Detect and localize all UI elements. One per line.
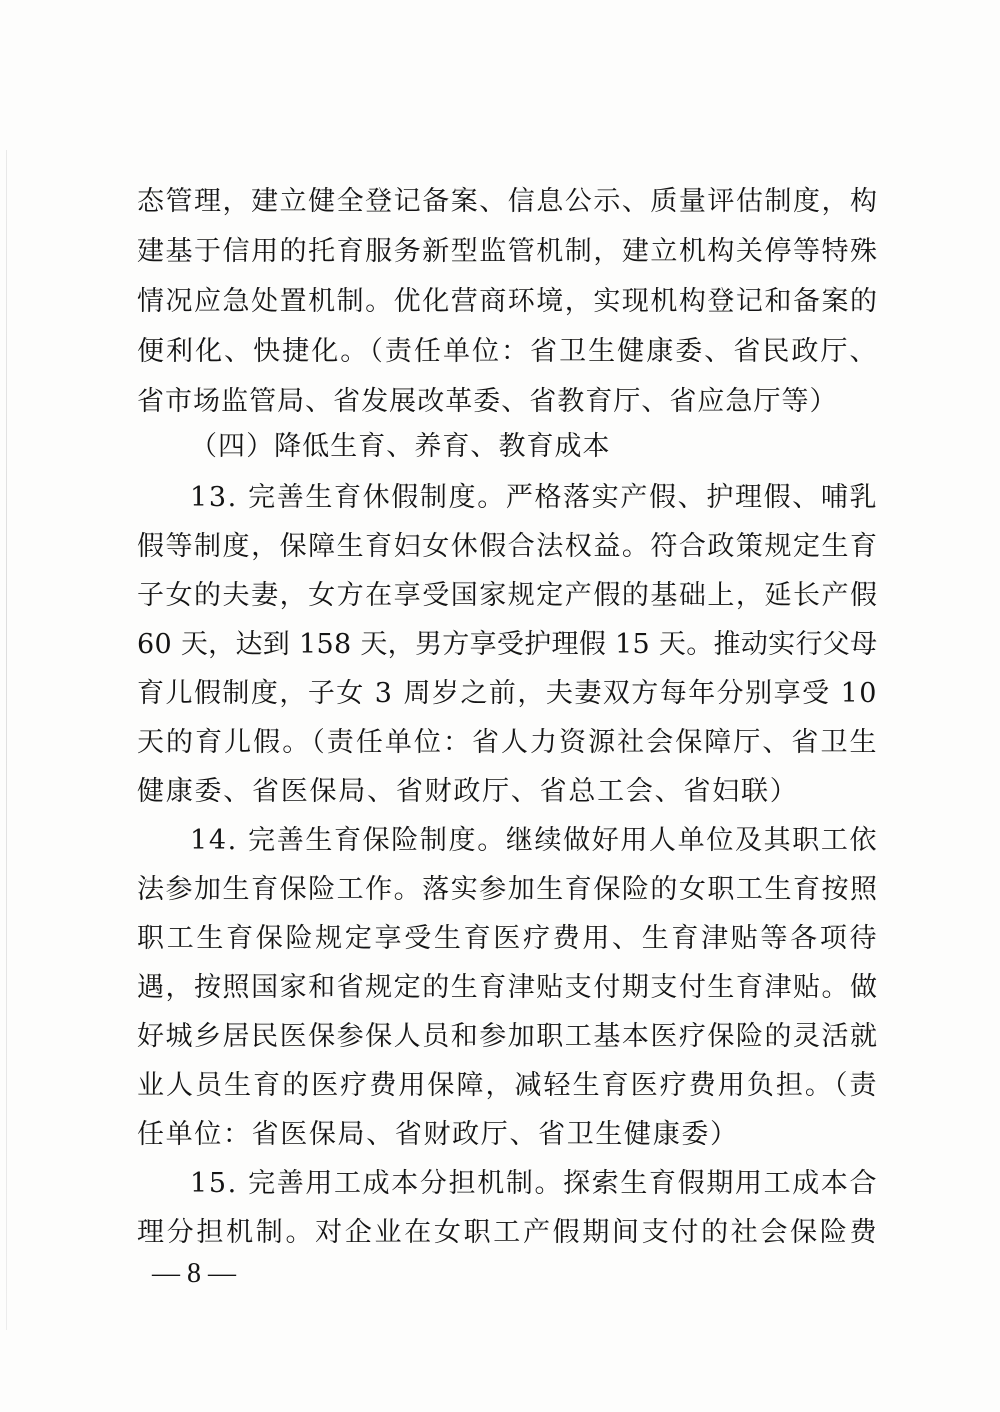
scan-edge-mark xyxy=(6,150,7,1330)
body-line-5: 省市场监管局、省发展改革委、省教育厅、省应急厅等） xyxy=(137,386,838,417)
body-line-3: 情况应急处置机制。优化营商环境，实现机构登记和备案的 xyxy=(137,286,879,317)
item-14-line-4: 遇，按照国家和省规定的生育津贴支付期支付生育津贴。做 xyxy=(137,972,879,1003)
section-heading: （四）降低生育、养育、教育成本 xyxy=(190,431,611,462)
item-13-line-6: 天的育儿假。（责任单位：省人力资源社会保障厅、省卫生 xyxy=(137,727,879,758)
item-15-line-2: 理分担机制。对企业在女职工产假期间支付的社会保险费 xyxy=(137,1217,880,1248)
item-13-line-5: 育儿假制度，子女 3 周岁之前，夫妻双方每年分别享受 10 xyxy=(137,678,878,709)
body-line-4: 便利化、快捷化。（责任单位：省卫生健康委、省民政厅、 xyxy=(137,336,879,367)
item-13-line-7: 健康委、省医保局、省财政厅、省总工会、省妇联） xyxy=(137,776,799,807)
item-15-line-1: 15. 完善用工成本分担机制。探索生育假期用工成本合 xyxy=(190,1168,879,1199)
item-13-line-2: 假等制度，保障生育妇女休假合法权益。符合政策规定生育 xyxy=(137,531,879,562)
body-line-1: 态管理，建立健全登记备案、信息公示、质量评估制度，构 xyxy=(137,186,879,217)
body-line-2: 建基于信用的托育服务新型监管机制，建立机构关停等特殊 xyxy=(137,236,879,267)
item-14-line-7: 任单位：省医保局、省财政厅、省卫生健康委） xyxy=(137,1119,739,1150)
item-13-line-1: 13. 完善生育休假制度。严格落实产假、护理假、哺乳 xyxy=(190,482,879,513)
page-number: — 8 — xyxy=(152,1258,236,1289)
item-13-line-4: 60 天，达到 158 天，男方享受护理假 15 天。推动实行父母 xyxy=(137,629,878,660)
item-14-line-3: 职工生育保险规定享受生育医疗费用、生育津贴等各项待 xyxy=(137,923,880,954)
item-13-line-3: 子女的夫妻，女方在享受国家规定产假的基础上，延长产假 xyxy=(137,580,879,611)
item-14-line-1: 14. 完善生育保险制度。继续做好用人单位及其职工依 xyxy=(190,825,879,856)
item-14-line-6: 业人员生育的医疗费用保障，减轻生育医疗费用负担。（责 xyxy=(137,1070,879,1101)
item-14-line-5: 好城乡居民医保参保人员和参加职工基本医疗保险的灵活就 xyxy=(137,1021,879,1052)
item-14-line-2: 法参加生育保险工作。落实参加生育保险的女职工生育按照 xyxy=(137,874,879,905)
